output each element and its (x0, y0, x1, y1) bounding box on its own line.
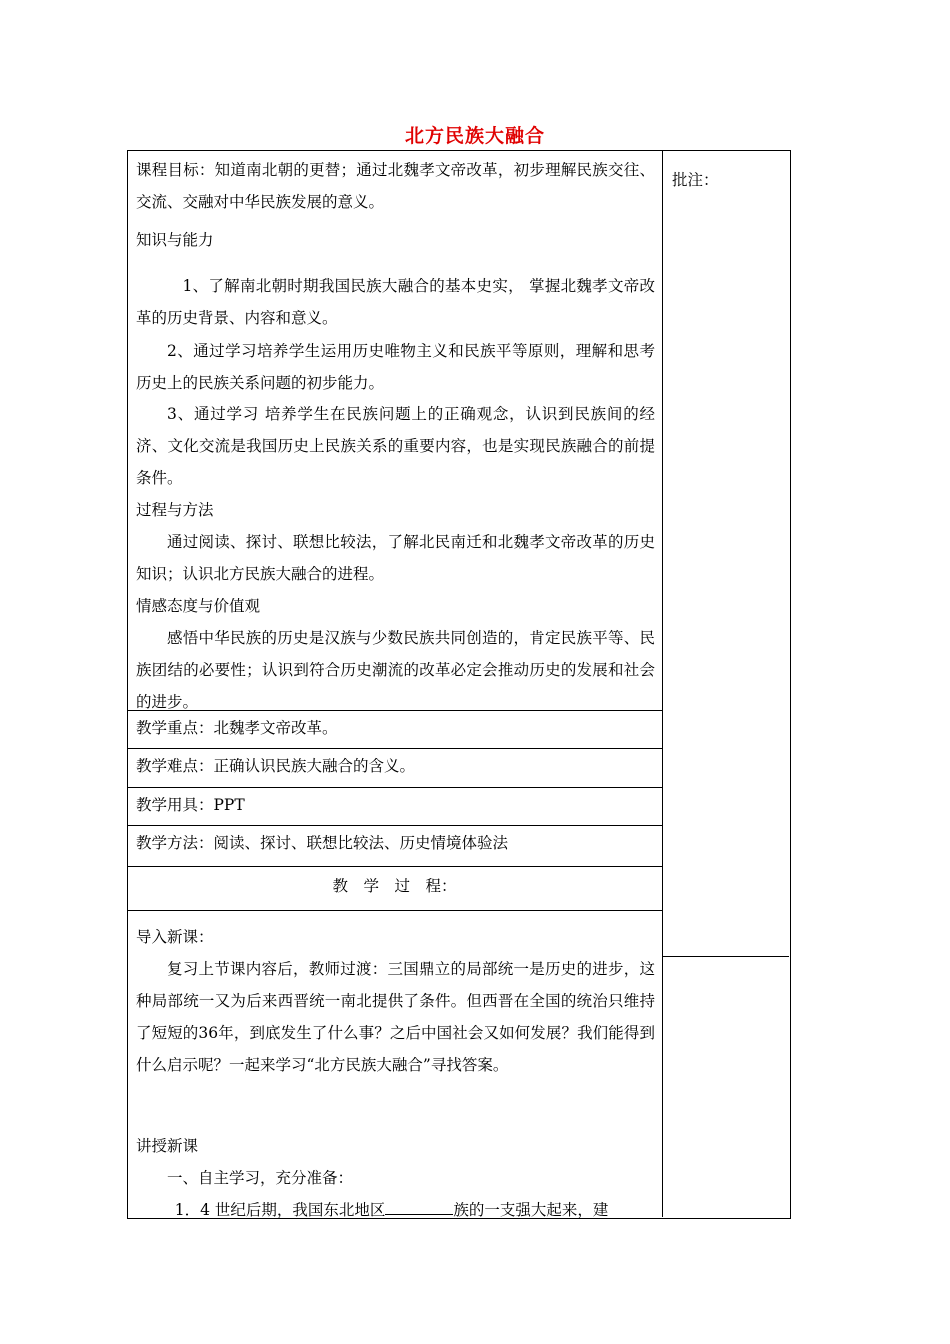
notes-column-divider (662, 150, 663, 1217)
question-1-prefix: 1．4 世纪后期，我国东北地区 (174, 1201, 386, 1219)
process-title: 教 学 过 程： (332, 877, 457, 895)
fill-blank[interactable] (385, 1196, 453, 1215)
process-heading: 过程与方法 (136, 501, 214, 519)
emotion-heading: 情感态度与价值观 (136, 597, 261, 615)
intro-heading: 导入新课： (136, 928, 214, 946)
question-1 (136, 1194, 655, 1226)
knowledge-item: 1、了解南北朝时期我国民族大融合的基本史实， 掌握北魏孝文帝改革的历史背景、内容和意义。 (136, 277, 655, 327)
question-1-suffix: 族的一支强大起来，建 (453, 1201, 609, 1219)
key-point: 教学重点：北魏孝文帝改革。 (136, 719, 338, 737)
course-goal: 课程目标：知道南北朝的更替；通过北魏孝文帝改革，初步理解民族交往、交流、交融对中华民族发展的意义。 (136, 161, 655, 211)
knowledge-heading: 知识与能力 (136, 231, 214, 249)
row-divider (127, 910, 662, 911)
row-divider (127, 866, 662, 867)
teaching-tools: 教学用具：PPT (136, 796, 245, 814)
knowledge-item: 2、通过学习培养学生运用历史唯物主义和民族平等原则，理解和思考历史上的民族关系问题的初步能力。 (136, 342, 655, 392)
process-text: 通过阅读、探讨、联想比较法，了解北民南迁和北魏孝文帝改革的历史知识；认识北方民族大融合的进程。 (136, 533, 655, 583)
teaching-methods: 教学方法：阅读、探讨、联想比较法、历史情境体验法 (136, 834, 509, 852)
row-divider (127, 787, 662, 788)
lecture-heading: 讲授新课 (136, 1137, 199, 1155)
difficulty: 教学难点：正确认识民族大融合的含义。 (136, 757, 416, 775)
notes-divider (662, 956, 789, 957)
notes-label: 批注： (672, 171, 719, 189)
section-heading: 一、自主学习，充分准备： (167, 1169, 354, 1187)
row-divider (127, 748, 662, 749)
row-divider (127, 825, 662, 826)
emotion-text: 感悟中华民族的历史是汉族与少数民族共同创造的，肯定民族平等、民族团结的必要性；认识到符合历史潮流的改革必定会推动历史的发展和社会的进步。 (136, 629, 655, 711)
intro-text: 复习上节课内容后，教师过渡：三国鼎立的局部统一是历史的进步，这种局部统一又为后来西晋统一南北提供了条件。但西晋在全国的统治只维持了短短的36年，到底发生了什么事？之后中国社会又如何发展？我们能得到什么启示呢？一起来学习“北方民族大融合”寻找答案。 (136, 960, 655, 1074)
knowledge-item: 3、通过学习 培养学生在民族问题上的正确观念，认识到民族间的经济、文化交流是我国历史上民族关系的重要内容，也是实现民族融合的前提条件。 (136, 405, 655, 487)
page-title: 北方民族大融合 (404, 125, 545, 147)
